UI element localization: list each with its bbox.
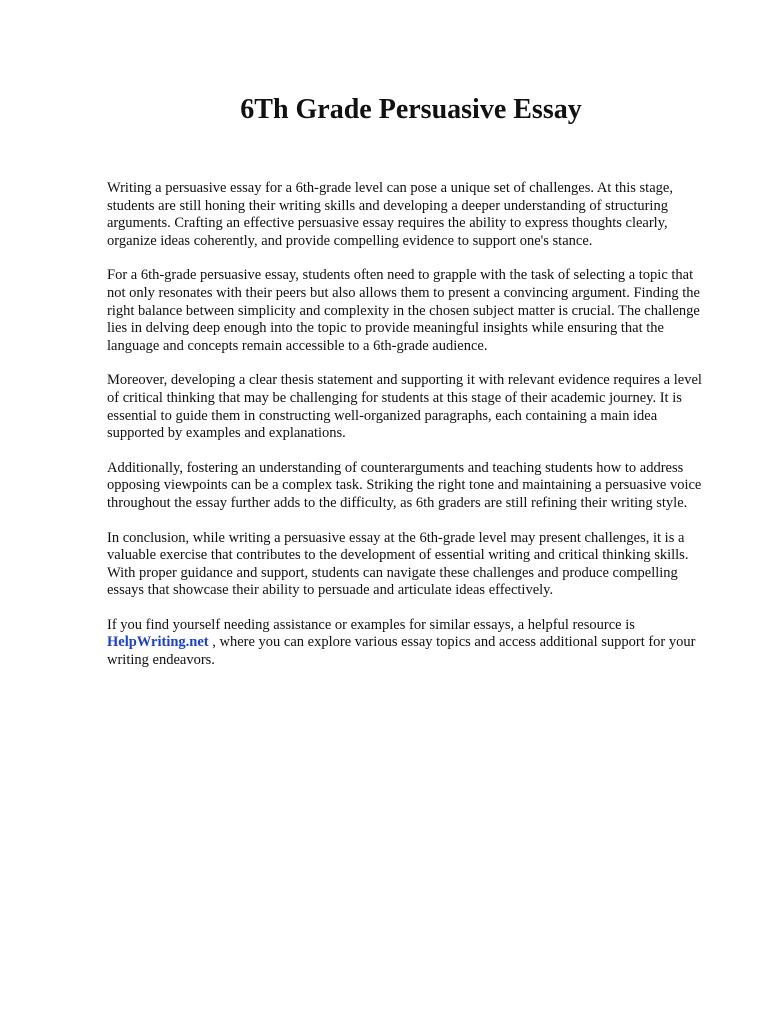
paragraph-6-after-link: , where you can explore various essay topics and access additional support for your writing endeavors.: [107, 634, 696, 669]
helpwriting-link[interactable]: HelpWriting.net: [107, 634, 209, 651]
document-body: [107, 180, 713, 687]
paragraph-3: Moreover, developing a clear thesis statement and supporting it with relevant evidence requires a level of critical thinking that may be challenging for students at this stage of their academic journey. It is essential to guide them in constructing well-organized paragraphs, each containing a main idea supported by examples and explanations.: [107, 372, 702, 442]
paragraph-6-before-link: If you find yourself needing assistance or examples for similar essays, a helpful resource is: [107, 616, 635, 633]
document-title: 6Th Grade Persuasive Essay: [240, 94, 582, 125]
paragraph-6: [107, 617, 713, 670]
paragraph-5: In conclusion, while writing a persuasive essay at the 6th-grade level may present challenges, it is a valuable exercise that contributes to the development of essential writing and critical thinking skills. With proper guidance and support, students can navigate these challenges and produce compelling essays that showcase their ability to persuade and articulate ideas effectively.: [107, 529, 689, 599]
paragraph-4: Additionally, fostering an understanding of counterarguments and teaching students how to address opposing viewpoints can be a complex task. Striking the right tone and maintaining a persuasive voice throughout the essay further adds to the difficulty, as 6th graders are still refining their writing style.: [107, 459, 702, 511]
paragraph-1: Writing a persuasive essay for a 6th-grade level can pose a unique set of challenges. At this stage, students are still honing their writing skills and developing a deeper understanding of structuring arguments. Crafting an effective persuasive essay requires the ability to express thoughts clearly, organize ideas coherently, and provide compelling evidence to support one's stance.: [107, 180, 673, 249]
paragraph-2: For a 6th-grade persuasive essay, students often need to grapple with the task of selecting a topic that not only resonates with their peers but also allows them to present a convincing argument. Finding the right balance between simplicity and complexity in the chosen subject matter is crucial. The challenge lies in delving deep enough into the topic to provide meaningful insights while ensuring that the language and concepts remain accessible to a 6th-grade audience.: [107, 267, 700, 354]
